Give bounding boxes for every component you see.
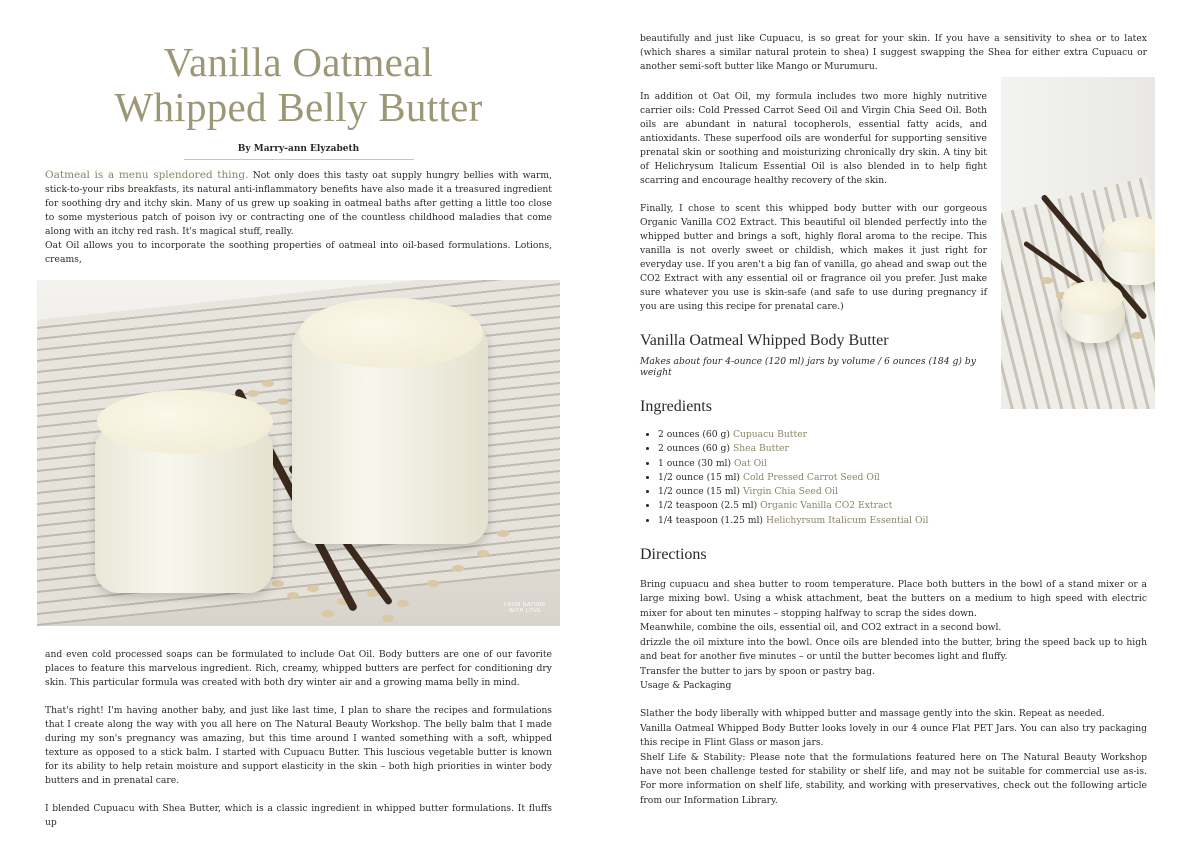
direction-step-2: Meanwhile, combine the oils, essential oil, and CO2 extract in a second bowl. xyxy=(640,622,1002,634)
byline: By Marry-ann Elyzabeth xyxy=(237,144,360,154)
list-item: • 2 ounces (60 g) Shea Butter xyxy=(658,442,1147,456)
recipe-yield: Makes about four 4-ounce (120 ml) jars by volume / 6 ounces (184 g) by weight xyxy=(640,356,976,378)
usage-text: Slather the body liberally with whipped butter and massage gently into the skin. Repeat as needed. xyxy=(640,708,1105,720)
byline-divider xyxy=(184,159,414,160)
paragraph-shea-continued: beautifully and just like Cupuacu, is so great for your skin. If you have a sensitivity to shea or to latex (which shares a similar natural protein to shea) I suggest swapping the Shea for either extra Cupuacu or another semi-soft butter like Mango or Murumuru. xyxy=(640,33,1147,72)
ingredients-heading: Ingredients xyxy=(640,398,712,415)
ingredient-link[interactable]: Virgin Chia Seed Oil xyxy=(742,486,839,498)
article-title xyxy=(45,40,552,130)
shelf-life-text: Shelf Life & Stability: Please note that the formulations featured here on The Natural Beauty Workshop have not been challenge tested for stability or shelf life, and may not be suitable for commercial use as-is. For more information on shelf life, stability, and working with preservatives, check out the following article from our Information Library. xyxy=(640,751,1147,806)
directions-heading: Directions xyxy=(640,546,707,564)
ingredient-link[interactable]: Shea Butter xyxy=(732,443,789,455)
hero-photo-jars xyxy=(37,280,560,626)
small-jar-cream xyxy=(97,390,273,454)
paragraph-oat-oil: Oat Oil allows you to incorporate the soothing properties of oatmeal into oil-based formulations. Lotions, creams, xyxy=(45,240,552,265)
packaging-text: Vanilla Oatmeal Whipped Body Butter looks lovely in our 4 ounce Flat PET Jars. You can also try packaging this recipe in Flint Glass or mason jars. xyxy=(640,722,1147,749)
watermark-line-1: FROM NATURE xyxy=(504,602,546,608)
list-item: • 1/2 ounce (15 ml) Virgin Chia Seed Oil xyxy=(658,485,1147,499)
direction-step-4: Transfer the butter to jars by spoon or pastry bag. xyxy=(640,665,875,677)
usage-heading: Usage & Packaging xyxy=(640,679,732,691)
right-narrow-text xyxy=(640,90,987,428)
paragraph-carrier-oils: In addition ot Oat Oil, my formula includes two more highly nutritive carrier oils: Cold Pressed Carrot Seed Oil and Virgin Chia Seed Oil. Both oils are abundant in natural tocopherols, essential fatty acids, and antioxidants. These superfood oils are wonderful for supporting sensitive prenatal skin or soothing and moisturizing chronically dry skin. A tiny bit of Helichrysum Italicum Essential Oil is also blended in to help fight scarring and encourage healthy recovery of the skin. xyxy=(640,91,987,186)
title-line-2: Whipped Belly Butter xyxy=(114,84,483,130)
ingredient-link[interactable]: Cupuacu Butter xyxy=(732,429,808,440)
recipe-title: Vanilla Oatmeal Whipped Body Butter xyxy=(640,332,889,349)
list-item: • 1/4 teaspoon (1.25 ml) Helichyrsum Italicum Essential Oil xyxy=(658,514,1147,528)
directions-block xyxy=(640,578,1147,808)
right-column xyxy=(640,32,1147,808)
paragraph-vanilla-scent: Finally, I chose to scent this whipped body butter with our gorgeous Organic Vanilla CO2 Extract. This beautiful oil blended perfectly into the whipped butter and brings a soft, highly floral aroma to the recipe. This vanilla is not overly sweet or childish, which makes it just right for everyday use. If you aren't a big fan of vanilla, go ahead and swap out the CO2 Extract with any essential oil or fragrance oil you prefer. Just make sure whatever you use is skin-safe (and safe to use during pregnancy if you are using this recipe for prenatal care.) xyxy=(640,203,987,312)
intro-rest: Not only does this tasty oat supply hungry bellies with warm, stick-to-your ribs breakfasts, its natural anti-inflammatory benefits have also made it a treasured ingredient for soothing dry and itchy skin. Many of us grew up soaking in oatmeal baths after getting a little too close to some mysterious patch of poison ivy or contracting one of the countless childhood maladies that come along with an itchy red rash. It's magical stuff, really. xyxy=(45,170,552,237)
direction-step-1: Bring cupuacu and shea butter to room temperature. Place both butters in the bowl of a stand mixer or a large mixing bowl. Using a whisk attachment, beat the butters on a medium to high speed with electric mixer for about ten minutes – stopping halfway to scrap the sides down. xyxy=(640,579,1147,619)
list-item: • 1/2 teaspoon (2.5 ml) Organic Vanilla CO2 Extract xyxy=(658,499,1147,513)
ingredients-list xyxy=(640,428,1147,528)
left-column xyxy=(45,40,552,267)
paragraph-shea: I blended Cupuacu with Shea Butter, which is a classic ingredient in whipped butter formulations. It fluffs up xyxy=(45,803,552,828)
paragraph-baby: That's right! I'm having another baby, and just like last time, I plan to share the recipes and formulations that I create along the way with you all here on The Natural Beauty Workshop. The belly balm that I made during my son's pregnancy was amazing, but this time around I wanted something with a soft, whipped texture as opposed to a stick balm. I started with Cupuacu Butter. This luscious vegetable butter is known for its ability to help retain moisture and support elasticity in the skin – both high priorities in winter body butters and in prenatal care. xyxy=(45,705,552,786)
paragraph-body-butters: and even cold processed soaps can be formulated to include Oat Oil. Body butters are one of our favorite places to feature this marvelous ingredient. Rich, creamy, whipped butters are perfect for conditioning dry skin. This particular formula was created with both dry winter air and a growing mama belly in mind. xyxy=(45,649,552,688)
direction-step-3: drizzle the oil mixture into the bowl. Once oils are blended into the butter, bring the speed back up to high and beat for another five minutes – or until the butter becomes light and fluffy. xyxy=(640,636,1147,663)
intro-paragraph xyxy=(45,168,552,239)
title-line-1: Vanilla Oatmeal xyxy=(163,39,434,85)
list-item: • 1/2 ounce (15 ml) Cold Pressed Carrot Seed Oil xyxy=(658,471,1147,485)
intro-lead: Oatmeal is a menu splendored thing. xyxy=(45,169,249,181)
ingredient-link[interactable]: Helichyrsum Italicum Essential Oil xyxy=(765,514,929,526)
ingredient-link[interactable]: Organic Vanilla CO2 Extract xyxy=(760,500,893,512)
large-jar-cream xyxy=(299,298,483,368)
ingredient-link[interactable]: Oat Oil xyxy=(734,457,768,469)
photo-watermark xyxy=(504,602,546,614)
list-item: • 1 ounce (30 ml) Oat Oil xyxy=(658,457,1147,471)
left-column-lower xyxy=(45,648,552,830)
ingredient-link[interactable]: Cold Pressed Carrot Seed Oil xyxy=(742,471,880,483)
list-item: • 2 ounces (60 g) Cupuacu Butter xyxy=(658,428,1147,442)
watermark-line-2: WITH LOVE xyxy=(509,608,542,614)
